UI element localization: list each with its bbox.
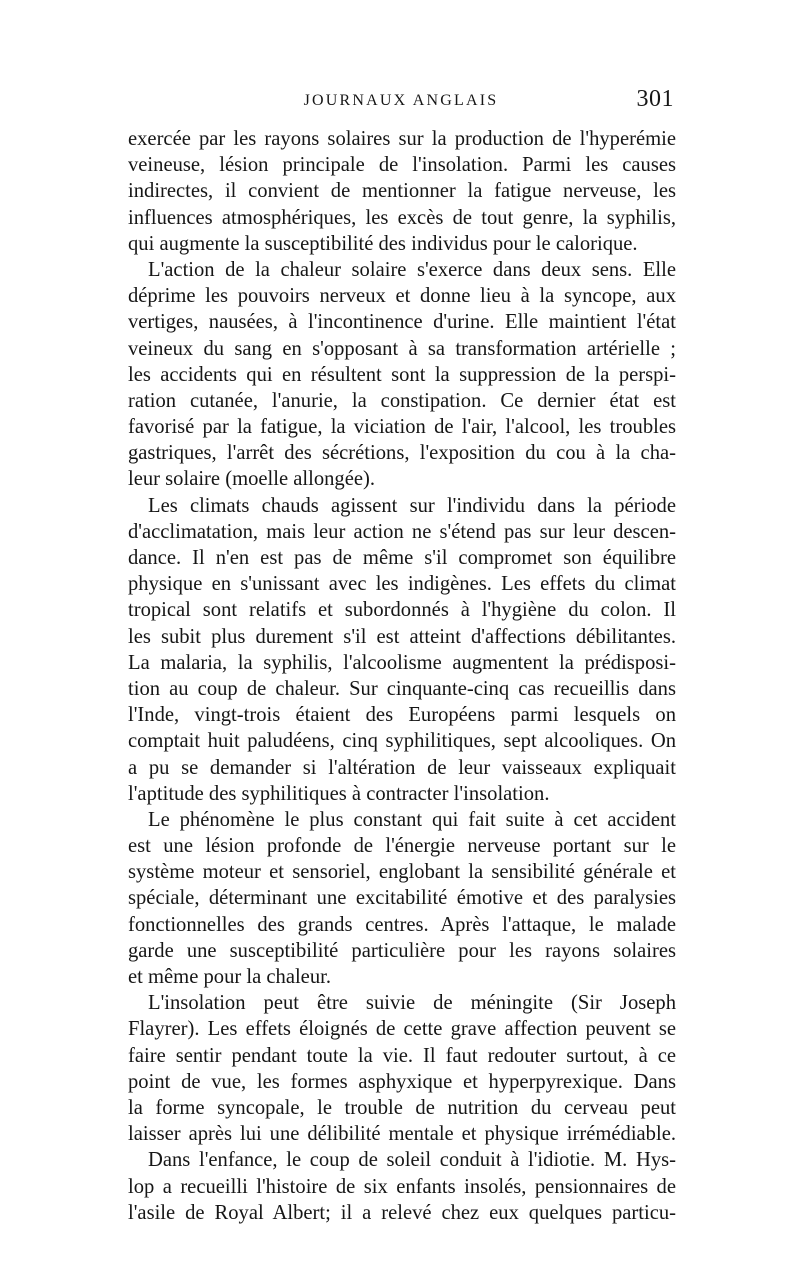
text-line: est une lésion profonde de l'énergie nerveuse portant sur le	[128, 835, 676, 858]
text-line: laisser après lui une délibilité mentale et physique irrémédiable.	[128, 1123, 676, 1146]
text-line: dance. Il n'en est pas de même s'il compromet son équilibre	[128, 547, 676, 569]
text-line: exercée par les rayons solaires sur la production de l'hyperémie	[128, 128, 676, 150]
text-line: leur solaire (moelle allongée).	[128, 468, 376, 491]
text-line: comptait huit paludéens, cinq syphilitiques, sept alcooliques. On	[128, 730, 676, 753]
text-line: gastriques, l'arrêt des sécrétions, l'exposition du cou à la cha-	[128, 442, 676, 465]
text-line: Le phénomène le plus constant qui fait suite à cet accident	[148, 808, 676, 831]
text-line: l'aptitude des syphilitiques à contracter l'insolation.	[128, 782, 550, 805]
text-line: L'insolation peut être suivie de méningite (Sir Joseph	[148, 992, 676, 1015]
text-line: veineux du sang en s'opposant à sa transformation artérielle ;	[128, 337, 676, 360]
text-line: l'Inde, vingt-trois étaient des Européens parmi lesquels on	[128, 704, 676, 727]
text-line: les subit plus durement s'il est atteint d'affections débilitantes.	[128, 625, 676, 648]
text-line: fonctionnelles des grands centres. Après l'attaque, le malade	[128, 913, 676, 936]
text-line: veineuse, lésion principale de l'insolation. Parmi les causes	[128, 154, 676, 177]
text-line: influences atmosphériques, les excès de tout genre, la syphilis,	[128, 206, 676, 229]
text-line: ration cutanée, l'anurie, la constipation. Ce dernier état est	[128, 389, 676, 412]
text-line: garde une susceptibilité particulière pour les rayons solaires	[128, 939, 676, 962]
text-line: Les climats chauds agissent sur l'individu dans la période	[148, 494, 676, 517]
text-line: les accidents qui en résultent sont la suppression de la perspi-	[128, 363, 676, 386]
text-line: qui augmente la susceptibilité des individus pour le calorique.	[128, 232, 638, 255]
text-line: vertiges, nausées, à l'incontinence d'urine. Elle maintient l'état	[128, 311, 676, 334]
text-line: Dans l'enfance, le coup de soleil conduit à l'idiotie. M. Hys-	[148, 1149, 676, 1172]
text-line: favorisé par la fatigue, la viciation de l'air, l'alcool, les troubles	[128, 416, 676, 439]
text-line: tropical sont relatifs et subordonnés à l'hygiène du colon. Il	[128, 599, 676, 622]
text-line: lop a recueilli l'histoire de six enfants insolés, pensionnaires de	[128, 1175, 676, 1198]
text-line: spéciale, déterminant une excitabilité émotive et des paralysies	[128, 887, 676, 910]
text-line: a pu se demander si l'altération de leur vaisseaux expliquait	[128, 756, 676, 779]
text-line: la forme syncopale, le trouble de nutrition du cerveau peut	[128, 1096, 676, 1119]
text-line: l'asile de Royal Albert; il a relevé chez eux quelques particu-	[128, 1201, 676, 1224]
body-text	[128, 126, 676, 1226]
text-line: Flayrer). Les effets éloignés de cette grave affection peuvent se	[128, 1018, 676, 1041]
text-line: système moteur et sensoriel, englobant la sensibilité générale et	[128, 861, 676, 884]
text-line: La malaria, la syphilis, l'alcoolisme augmentent la prédisposi-	[128, 651, 676, 674]
text-line: tion au coup de chaleur. Sur cinquante-cinq cas recueillis dans	[128, 677, 676, 700]
text-line: d'acclimatation, mais leur action ne s'étend pas sur leur descen-	[128, 520, 676, 543]
running-title: JOURNAUX ANGLAIS	[303, 92, 499, 109]
text-line: faire sentir pendant toute la vie. Il faut redouter surtout, à ce	[128, 1044, 676, 1067]
running-header	[128, 86, 674, 120]
text-line: physique en s'unissant avec les indigènes. Les effets du climat	[128, 573, 676, 596]
text-line: point de vue, les formes asphyxique et hyperpyrexique. Dans	[128, 1070, 676, 1093]
page-number: 301	[636, 86, 674, 112]
text-line: et même pour la chaleur.	[128, 966, 331, 988]
text-line: L'action de la chaleur solaire s'exerce dans deux sens. Elle	[148, 258, 676, 281]
text-line: déprime les pouvoirs nerveux et donne lieu à la syncope, aux	[128, 285, 676, 308]
text-line: indirectes, il convient de mentionner la fatigue nerveuse, les	[128, 180, 676, 203]
